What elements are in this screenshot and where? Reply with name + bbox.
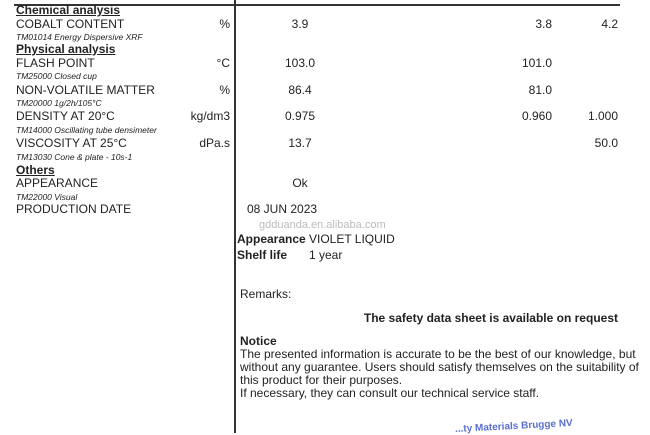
row-max: 4.2 bbox=[601, 17, 618, 31]
row-name: PRODUCTION DATE bbox=[16, 202, 132, 216]
production-date: 08 JUN 2023 bbox=[247, 202, 318, 216]
row-min: 0.960 bbox=[521, 109, 552, 123]
row-unit: % bbox=[219, 17, 230, 31]
shelf-life-value: 1 year bbox=[309, 248, 343, 262]
row-result: Ok bbox=[292, 176, 308, 190]
row-result: 86.4 bbox=[288, 83, 312, 97]
column-divider bbox=[234, 0, 236, 433]
appearance-label: Appearance bbox=[237, 232, 306, 246]
row-result: 0.975 bbox=[284, 109, 316, 123]
section-others: Others bbox=[16, 163, 55, 177]
row-unit: kg/dm3 bbox=[190, 109, 230, 123]
row-name: COBALT CONTENT bbox=[16, 17, 125, 31]
row-result: 13.7 bbox=[288, 136, 312, 150]
notice-line: without any guarantee. Users should satisfy themselves on the suitability of bbox=[240, 360, 639, 374]
notice-line: this product for their purposes. bbox=[240, 373, 403, 387]
watermark: gdduanda.en.alibaba.com bbox=[259, 219, 386, 231]
shelf-life-label: Shelf life bbox=[237, 248, 288, 262]
row-method: TM25000 Closed cup bbox=[16, 71, 97, 81]
row-result: 103.0 bbox=[284, 56, 316, 70]
row-unit: °C bbox=[216, 56, 230, 70]
row-min: 81.0 bbox=[528, 83, 552, 97]
remarks-label: Remarks: bbox=[240, 287, 292, 301]
row-method: TM20000 1g/2h/105°C bbox=[16, 98, 102, 108]
company-stamp: ...ty Materials Brugge NV bbox=[454, 417, 573, 435]
row-name: FLASH POINT bbox=[16, 56, 95, 70]
row-name: APPEARANCE bbox=[16, 176, 99, 190]
notice-line: If necessary, they can consult our technical service staff. bbox=[240, 386, 540, 400]
row-name: NON-VOLATILE MATTER bbox=[16, 83, 155, 97]
row-min: 3.8 bbox=[535, 17, 552, 31]
row-max: 50.0 bbox=[594, 136, 618, 150]
section-chemical: Chemical analysis bbox=[16, 3, 121, 17]
row-result: 3.9 bbox=[291, 17, 309, 31]
row-method: TM01014 Energy Dispersive XRF bbox=[16, 32, 143, 42]
row-unit: dPa.s bbox=[199, 136, 230, 150]
row-unit: % bbox=[219, 83, 230, 97]
row-method: TM14000 Oscillating tube densimeter bbox=[16, 125, 157, 135]
row-method: TM22000 Visual bbox=[16, 192, 78, 202]
row-name: DENSITY AT 20°C bbox=[16, 109, 115, 123]
section-physical: Physical analysis bbox=[16, 42, 116, 56]
row-min: 101.0 bbox=[521, 56, 552, 70]
appearance-value: VIOLET LIQUID bbox=[309, 232, 395, 246]
row-name: VISCOSITY AT 25°C bbox=[16, 136, 127, 150]
notice-title: Notice bbox=[240, 334, 277, 348]
notice-line: The presented information is accurate to be the best of our knowledge, but bbox=[240, 347, 636, 361]
safety-note: The safety data sheet is available on request bbox=[363, 311, 618, 325]
row-method: TM13030 Cone & plate - 10s-1 bbox=[16, 152, 133, 162]
row-max: 1.000 bbox=[587, 109, 618, 123]
